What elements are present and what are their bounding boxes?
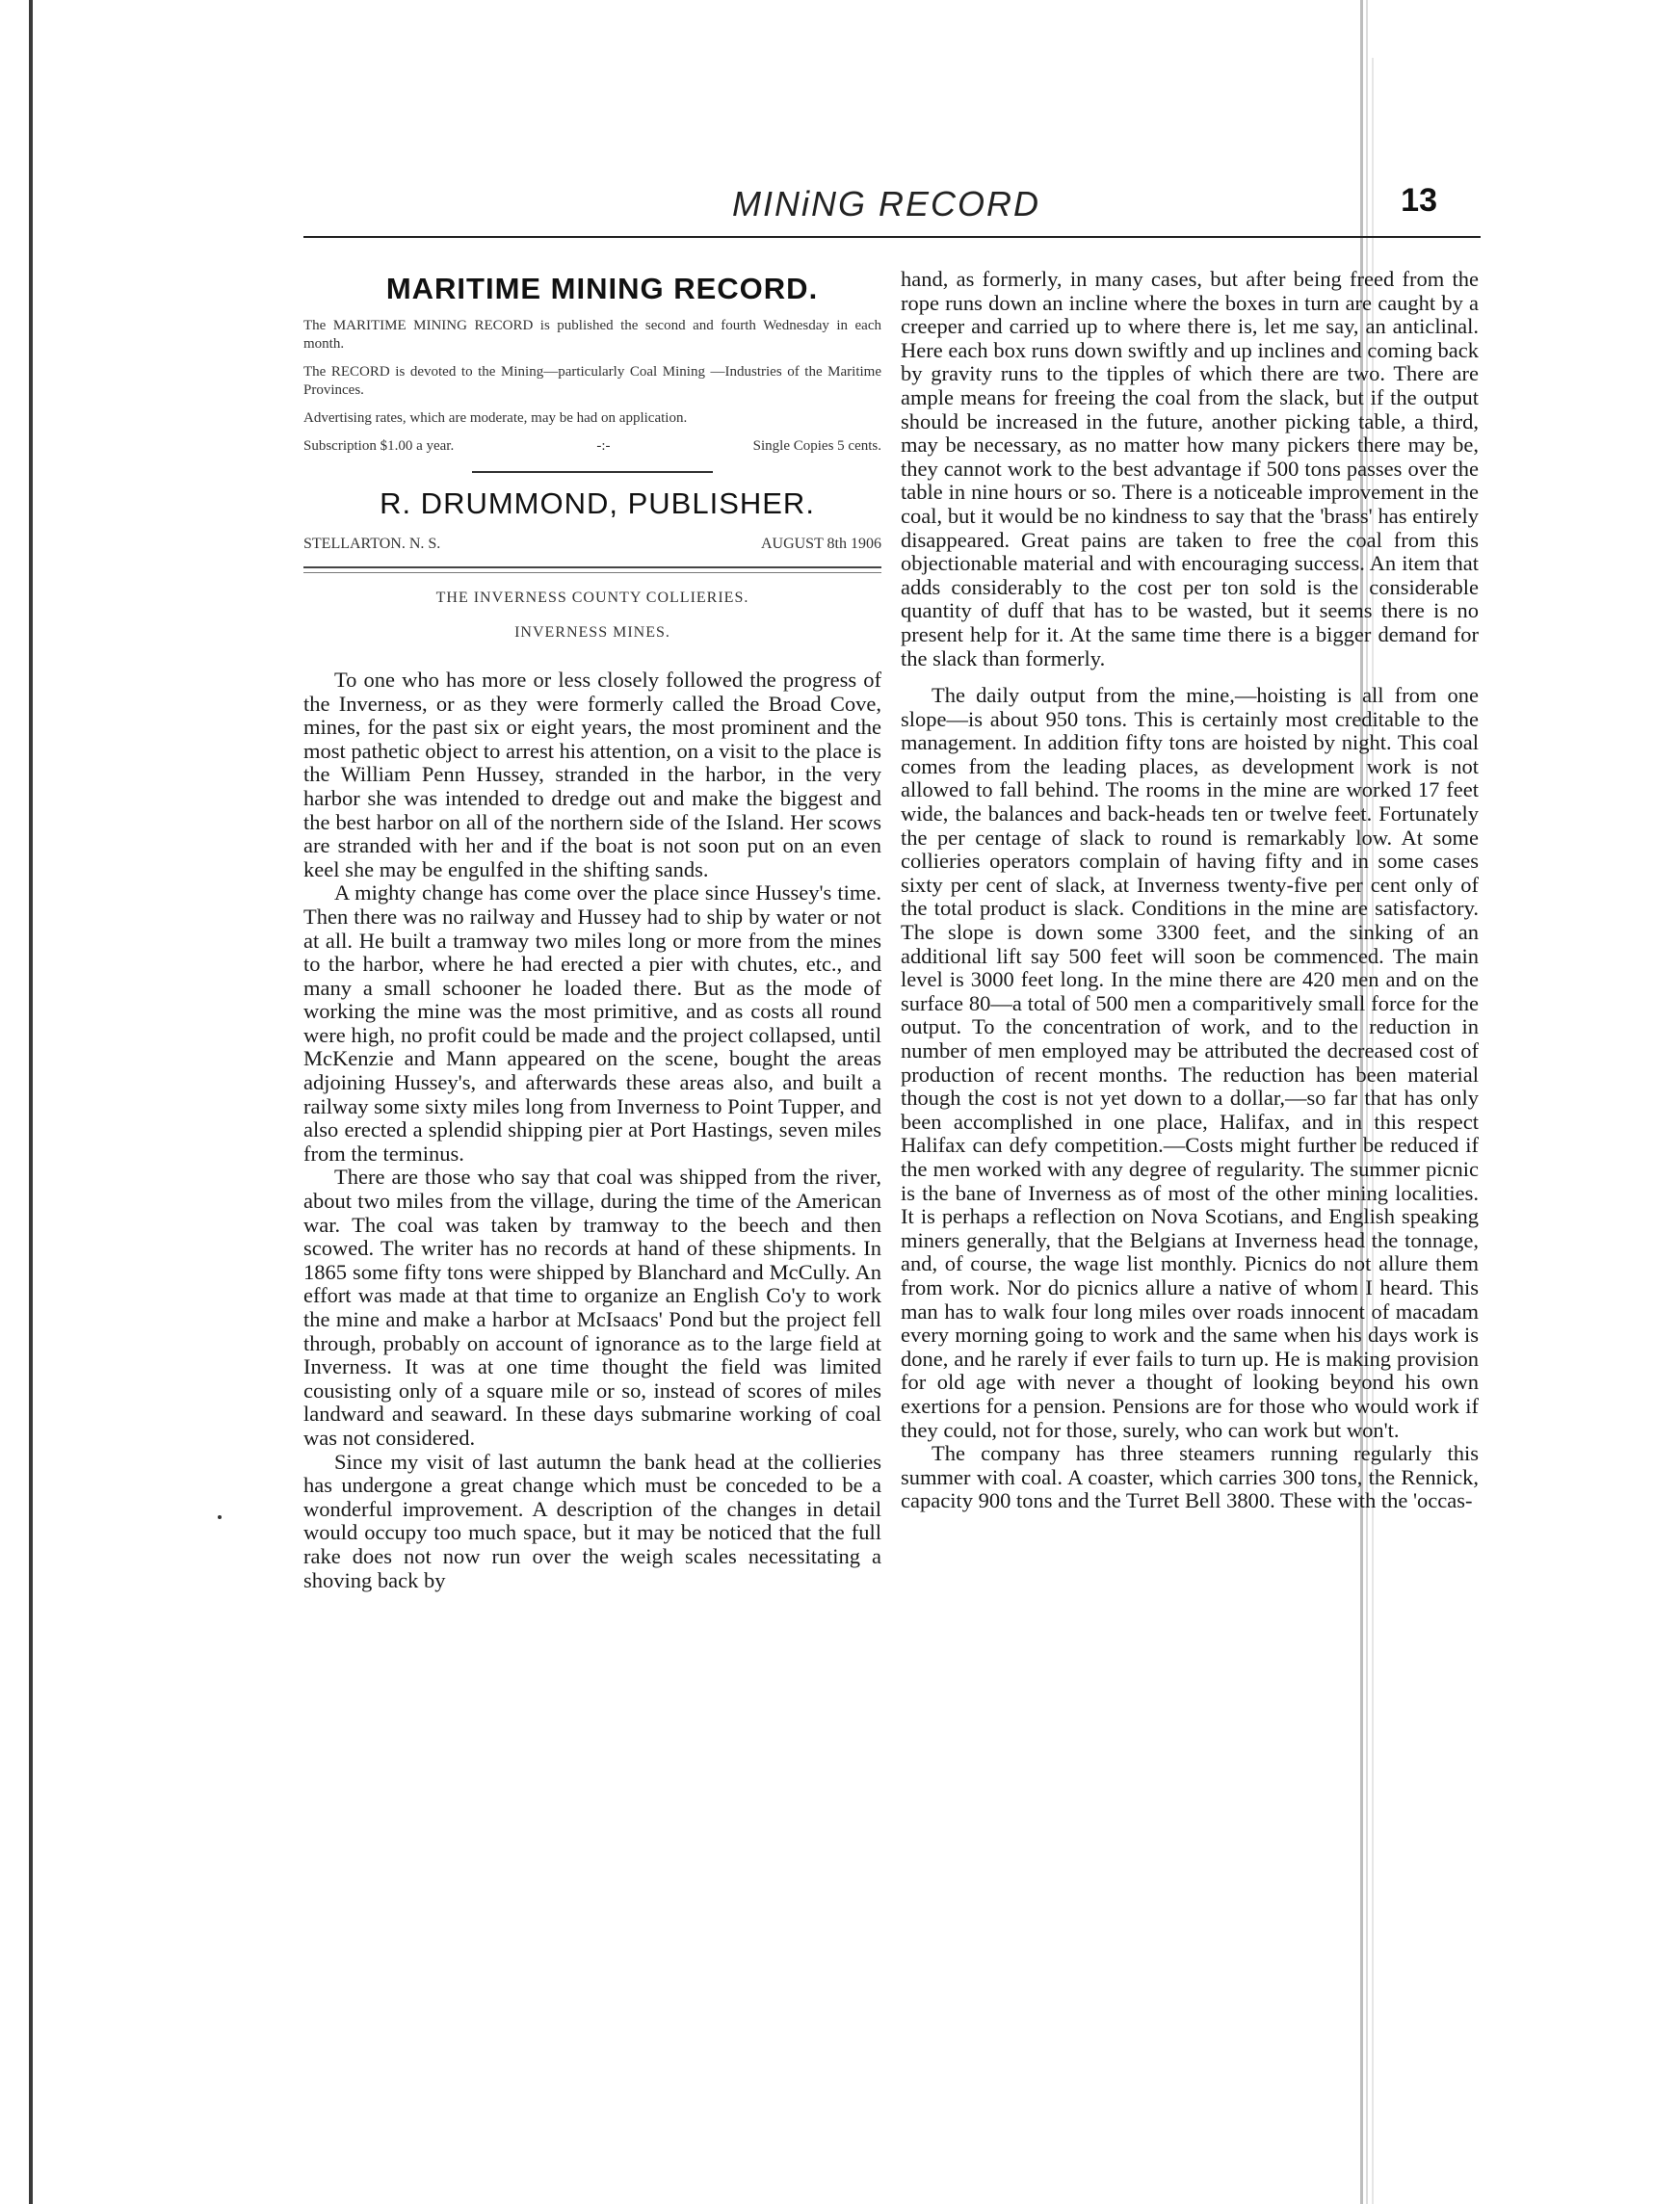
masthead-title: MARITIME MINING RECORD. <box>385 272 819 305</box>
dateline <box>303 533 881 557</box>
article-paragraph: There are those who say that coal was shipped from the river, about two miles from the village, during the time of the American war. The coal was taken by tramway to the beech and then scowed. The writer has no records at hand of these shipments. In 1865 some fifty tons were shipped by Blanchard and McCully. An effort was made at that time to organize an English Co'y to work the mine and make a harbor at McIsaacs' Pond but the project fell through, probably on account of ignorance as to the large field at Inverness. It was at one time thought the field was limited cousisting only of a square mile or so, instead of scores of miles landward and seaward. In these days submarine working of coal was not considered. <box>303 1165 881 1450</box>
article-paragraph: The company has three steamers running regularly this summer with coal. A coaster, which carries 300 tons, the Rennick, capacity 900 tons and the Turret Bell 3800. These with the 'occas- <box>901 1441 1479 1513</box>
subscription-price: Subscription $1.00 a year. <box>303 437 455 454</box>
subscription-line <box>303 437 881 456</box>
newspaper-page <box>303 178 1481 1592</box>
article-paragraph: Since my visit of last autumn the bank head at the collieries has undergone a great change which must be conceded to be a wonderful improvement. A description of the changes in detail would occupy too much space, but it may be noticed that the full rake does not now run over the weigh scales necessitating a shoving back by <box>303 1449 881 1592</box>
dateline-date: AUGUST 8th 1906 <box>760 536 881 553</box>
devotion-notice: The RECORD is devoted to the Mining—particularly Coal Mining —Industries of the Maritime Provinces. <box>303 363 881 398</box>
masthead-double-rule <box>303 566 881 573</box>
left-column <box>303 270 881 1592</box>
scan-speck <box>218 1515 222 1519</box>
page-number: 13 <box>1401 182 1437 219</box>
article-heading: THE INVERNESS COUNTY COLLIERIES. <box>435 589 749 606</box>
running-head <box>303 178 1481 238</box>
right-column <box>901 268 1479 1513</box>
masthead-divider <box>472 471 713 473</box>
article-paragraph: hand, as formerly, in many cases, but after being freed from the rope runs down an incline where the boxes in turn are caught by a creeper and carried up to where there is, let me say, an anticlinal. Here each box runs down swiftly and up inclines and coming back by gravity runs to the tipples of which there are two. There are ample means for freeing the coal from the slack, but if the output should be increased in the future, another picking table, a third, may be necessary, as no matter how many pickers there may be, they cannot work to the best advantage if 500 tons passes over the table in nine hours or so. There is a noticeable improvement in the coal, but it would be no kindness to say that the 'brass' has entirely disappeared. Great pains are taken to free the coal from this objectionable material and with encouraging success. An item that adds considerably to the cost per ton sold is the considerable quantity of duff that has to be wasted, but it seems there is no present help for it. At the same time there is a bigger demand for the slack than formerly. <box>901 267 1479 670</box>
article-subheading: INVERNESS MINES. <box>514 624 670 642</box>
subscription-separator: -:- <box>596 437 611 454</box>
masthead-notices <box>303 317 881 456</box>
single-copy-price: Single Copies 5 cents. <box>752 437 881 454</box>
publication-info: The MARITIME MINING RECORD is published the second and fourth Wednesday in each month. <box>303 317 881 352</box>
dateline-place: STELLARTON. N. S. <box>303 536 441 553</box>
article-paragraph: To one who has more or less closely followed the progress of the Inverness, or as they were formerly called the Broad Cove, mines, for the past six or eight years, the most prominent and the most pathetic object to arrest his attention, on a visit to the place is the William Penn Hussey, stranded in the harbor, in the very harbor she was intended to dredge out and make the biggest and the best harbor on all of the northern side of the Island. Her scows are stranded with her and if the boat is not soon put on an even keel she may be engulfed in the shifting sands. <box>303 667 881 881</box>
scan-edge-left <box>29 0 33 2204</box>
running-title: MINiNG RECORD <box>732 184 1040 223</box>
advertising-notice: Advertising rates, which are moderate, may be had on application. <box>303 409 688 426</box>
publisher-line: R. DRUMMOND, PUBLISHER. <box>380 485 815 520</box>
article-paragraph: A mighty change has come over the place since Hussey's time. Then there was no railway and Hussey had to ship by water or not at all. He built a tramway two miles long or more from the mines to the harbor, where he had erected a pier with chutes, etc., and many a small schooner he loaded there. But as the mode of working the mine was the most primitive, and as costs all round were high, no profit could be made and the project collapsed, until McKenzie and Mann appeared on the scene, bought the areas adjoining Hussey's, and afterwards these areas also, and built a railway some sixty miles long from Inverness to Point Tupper, and also erected a splendid shipping pier at Port Hastings, seven miles from the terminus. <box>303 880 881 1166</box>
article-paragraph: The daily output from the mine,—hoisting is all from one slope—is about 950 tons. This is certainly most creditable to the management. In addition fifty tons are hoisted by night. This coal comes from the leading places, as development work is not allowed to fall behind. The rooms in the mine are worked 17 feet wide, the balances and back-heads ten or twelve feet. Fortunately the per centage of slack to round is remarkably low. At some collieries operators complain of having fifty and in some cases sixty per cent of slack, at Inverness twenty-five per cent only of the total product is slack. Conditions in the mine are satisfactory. The slope is down some 3300 feet, and the sinking of an additional lift say 500 feet will soon be commenced. The main level is 3000 feet long. In the mine there are 420 men and on the surface 80—a total of 500 men a comparitively small force for the output. To the concentration of work, and to the reduction in number of men employed may be attributed the decreased cost of production of recent months. The reduction has been material though the cost is not yet down to a dollar,—so far that has only been accomplished in one place, Halifax, and in this respect Halifax can defy competition.—Costs might further be reduced if the men worked with any degree of regularity. The summer picnic is the bane of Inverness as of most of the other mining localities. It is perhaps a reflection on Nova Scotians, and English speaking miners generally, that the Belgians at Inverness head the tonnage, and, of course, the wage list monthly. Picnics do not allure them from work. Nor do picnics allure a native of whom I heard. This man has to walk four long miles over roads innocent of macadam every morning going to work and the same when his days work is done, and he rarely if ever fails to turn up. He is making provision for old age with never a thought of looking beyond his own exertions for a pension. Pensions are for those who would work if they could, not for those, surely, who can work but won't. <box>901 683 1479 1442</box>
